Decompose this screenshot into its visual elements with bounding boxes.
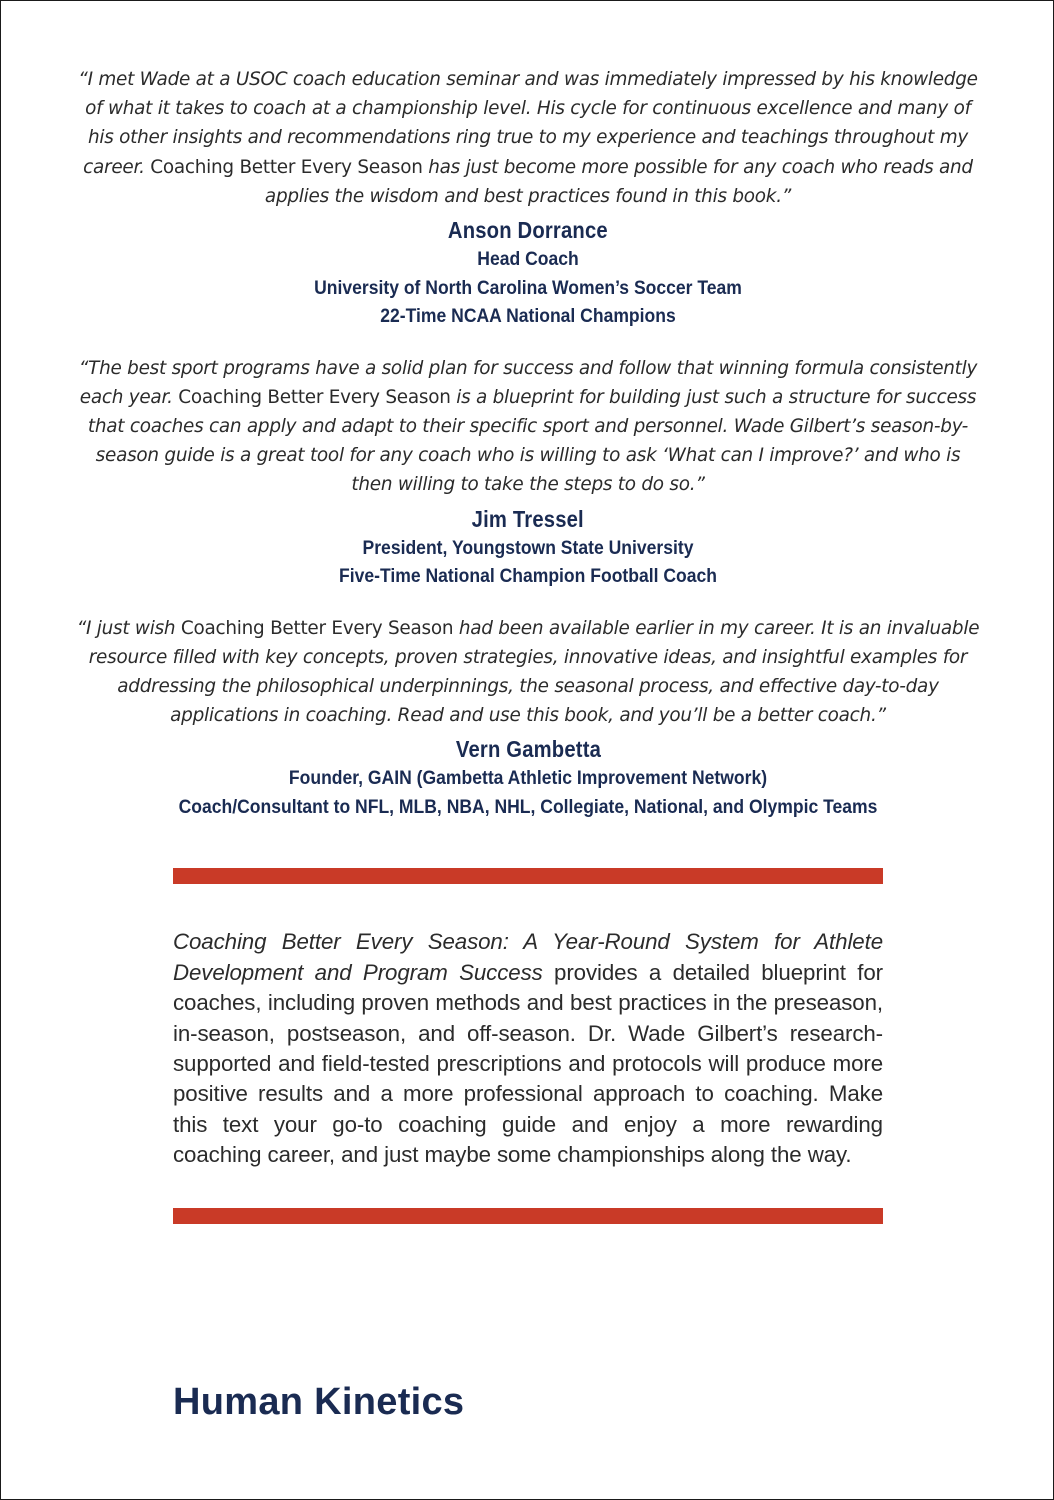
publisher-logo-text: Human Kinetics: [173, 1381, 465, 1423]
book-description: [173, 927, 883, 1170]
testimonial-attribution: [71, 735, 985, 821]
description-text: provides a detailed blueprint for coaches, including proven methods and best practices in the preseason, in-season, postseason, and off-season. Dr. Wade Gilbert’s research-supported and field-tested prescriptions and protocols will produce more positive results and a more professional approach to coaching. Make this text your go-to coaching guide and enjoy a more rewarding coaching career, and just maybe some championships along the way.: [173, 959, 883, 1168]
testimonial-tressel: [71, 354, 985, 591]
endorser-role: President, Youngstown State University: [362, 536, 694, 559]
testimonial-gambetta: [71, 614, 985, 822]
endorser-name: Anson Dorrance: [448, 217, 608, 244]
endorser-role: Coach/Consultant to NFL, MLB, NBA, NHL, Collegiate, National, and Olympic Teams: [178, 795, 878, 818]
book-full-title: Coaching Better Every Season: A Year-Round System for Athlete Development and Program Success: [173, 929, 883, 985]
endorser-role: Founder, GAIN (Gambetta Athletic Improvement Network): [288, 767, 768, 790]
endorser-role: Head Coach: [477, 248, 579, 271]
testimonial-quote: “I met Wade at a USOC coach education seminar and was immediately impressed by his knowledge of what it takes to coach at a championship level. His cycle for continuous excellence and many of his other insights and recommendations ring true to my experience and teachings throughout my career. Coaching Better Every Season has just become more possible for any coach who reads and applies the wisdom and best practices found in this book.”: [78, 69, 978, 207]
testimonial-attribution: [71, 216, 985, 331]
endorser-role: 22-Time NCAA National Champions: [380, 305, 676, 328]
testimonial-quote: “I just wish Coaching Better Every Season had been available earlier in my career. It is an invaluable resource filled with key concepts, proven strategies, innovative ideas, and insightful examples for addressing the philosophical underpinnings, the seasonal process, and effective day-to-day applications in coaching. Read and use this book, and you’ll be a better coach.”: [76, 617, 980, 727]
endorser-role: University of North Carolina Women’s Soccer Team: [314, 276, 742, 299]
book-title-mention: Coaching Better Every Season: [150, 156, 423, 178]
book-title-mention: Coaching Better Every Season: [178, 386, 451, 408]
endorser-role: Five-Time National Champion Football Coach: [338, 565, 717, 588]
testimonial-attribution: [71, 505, 985, 591]
testimonial-quote: “The best sport programs have a solid plan for success and follow that winning formula consistently each year. Coaching Better Every Season is a blueprint for building just such a structure for success that coaches can apply and adapt to their specific sport and personnel. Wade Gilbert’s season-by-season guide is a great tool for any coach who is willing to ask ‘What can I improve?’ and who is then willing to take the steps to do so.”: [78, 357, 978, 496]
accent-bar-top: [173, 868, 883, 884]
testimonial-dorrance: [71, 65, 985, 331]
endorser-name: Vern Gambetta: [455, 736, 601, 763]
accent-bar-bottom: [173, 1208, 883, 1224]
testimonials: [71, 65, 985, 821]
book-title-mention: Coaching Better Every Season: [180, 617, 454, 639]
endorser-name: Jim Tressel: [471, 505, 585, 532]
